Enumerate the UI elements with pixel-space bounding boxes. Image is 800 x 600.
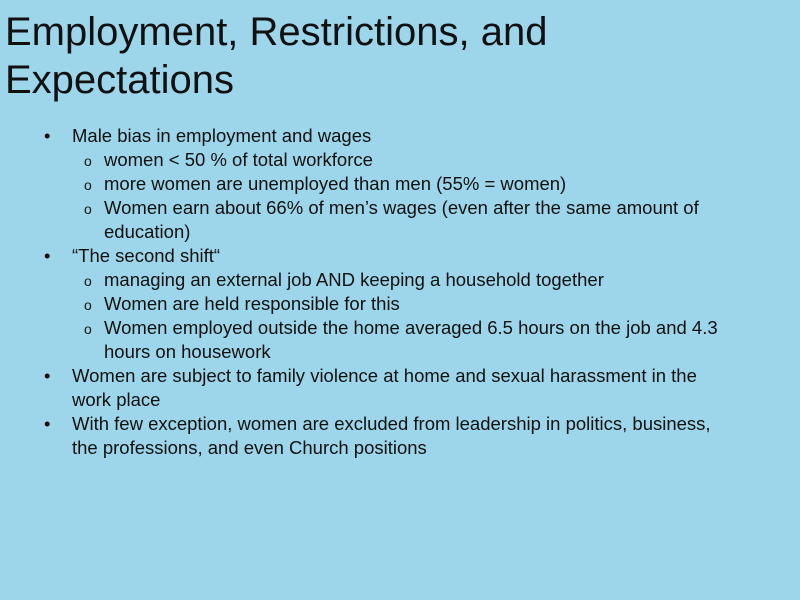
sub-bullet-text: women < 50 % of total workforce — [104, 149, 373, 170]
sub-bullet-text: Women are held responsible for this — [104, 293, 400, 314]
sub-bullet-marker-icon: o — [84, 273, 92, 289]
sub-bullet-item — [0, 292, 800, 316]
bullet-marker-icon: • — [44, 365, 51, 386]
sub-bullet-marker-icon: o — [84, 321, 92, 337]
sub-bullet-text: Women earn about 66% of men’s wages (even after the same amount of education) — [104, 197, 699, 242]
bullet-text: “The second shift“ — [72, 245, 221, 266]
sub-bullet-item — [0, 148, 800, 172]
sub-bullet-item — [0, 316, 800, 364]
bullet-item — [0, 364, 800, 412]
bullet-text: With few exception, women are excluded from leadership in politics, business, the professions, and even Church positions — [72, 413, 711, 458]
sub-bullet-text: managing an external job AND keeping a household together — [104, 269, 604, 290]
bullet-marker-icon: • — [44, 125, 51, 146]
bullet-text: Male bias in employment and wages — [72, 125, 372, 146]
bullet-marker-icon: • — [44, 413, 51, 434]
bullet-item — [0, 244, 800, 268]
sub-bullet-marker-icon: o — [84, 153, 92, 169]
sub-bullet-marker-icon: o — [84, 201, 92, 217]
sub-bullet-marker-icon: o — [84, 297, 92, 313]
sub-bullet-text: Women employed outside the home averaged 6.5 hours on the job and 4.3 hours on housework — [104, 317, 718, 362]
sub-bullet-item — [0, 196, 800, 244]
bullet-text: Women are subject to family violence at home and sexual harassment in the work place — [72, 365, 697, 410]
bullet-item — [0, 124, 800, 148]
sub-bullet-text: more women are unemployed than men (55% = women) — [104, 173, 567, 194]
sub-bullet-item — [0, 172, 800, 196]
slide-title: Employment, Restrictions, and Expectations — [5, 10, 548, 102]
sub-bullet-marker-icon: o — [84, 177, 92, 193]
bullet-item — [0, 412, 800, 460]
bullet-marker-icon: • — [44, 245, 51, 266]
slide-content — [0, 124, 800, 460]
sub-bullet-item — [0, 268, 800, 292]
